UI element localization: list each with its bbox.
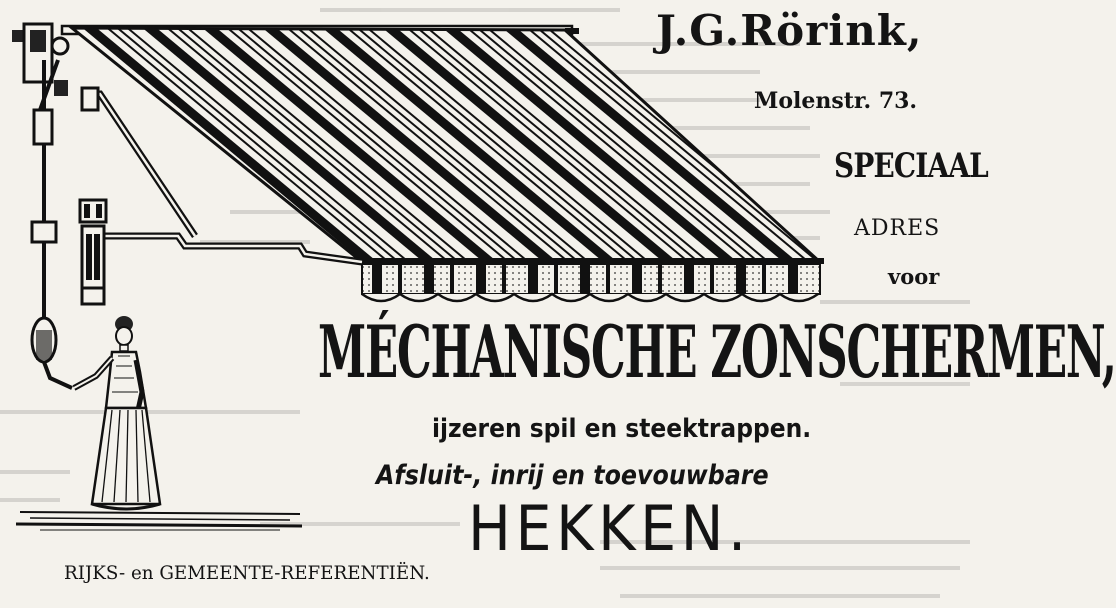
street-address: Molenstr. 73. <box>754 88 918 114</box>
woman-figure <box>74 316 160 509</box>
crank-rod <box>32 60 72 388</box>
awning-valance <box>362 264 820 301</box>
references-line: RIJKS- en GEMEENTE-REFERENTIËN. <box>64 562 430 584</box>
company-name: J.G.Rörink, <box>656 6 923 55</box>
wall-bracket <box>12 24 68 96</box>
main-headline: MÉCHANISCHE ZONSCHERMEN, <box>318 309 1116 394</box>
adres-label: ADRES <box>854 216 941 241</box>
subheadline: ijzeren spil en steektrappen. <box>432 414 812 444</box>
specialty-heading: SPECIAAL <box>834 146 988 186</box>
gates-heading: HEKKEN. <box>468 492 751 565</box>
voor-label: voor <box>888 264 940 289</box>
ground <box>16 512 302 530</box>
side-mechanism <box>80 200 106 304</box>
gates-tagline: Afsluit-, inrij en toevouwbare <box>376 460 769 491</box>
